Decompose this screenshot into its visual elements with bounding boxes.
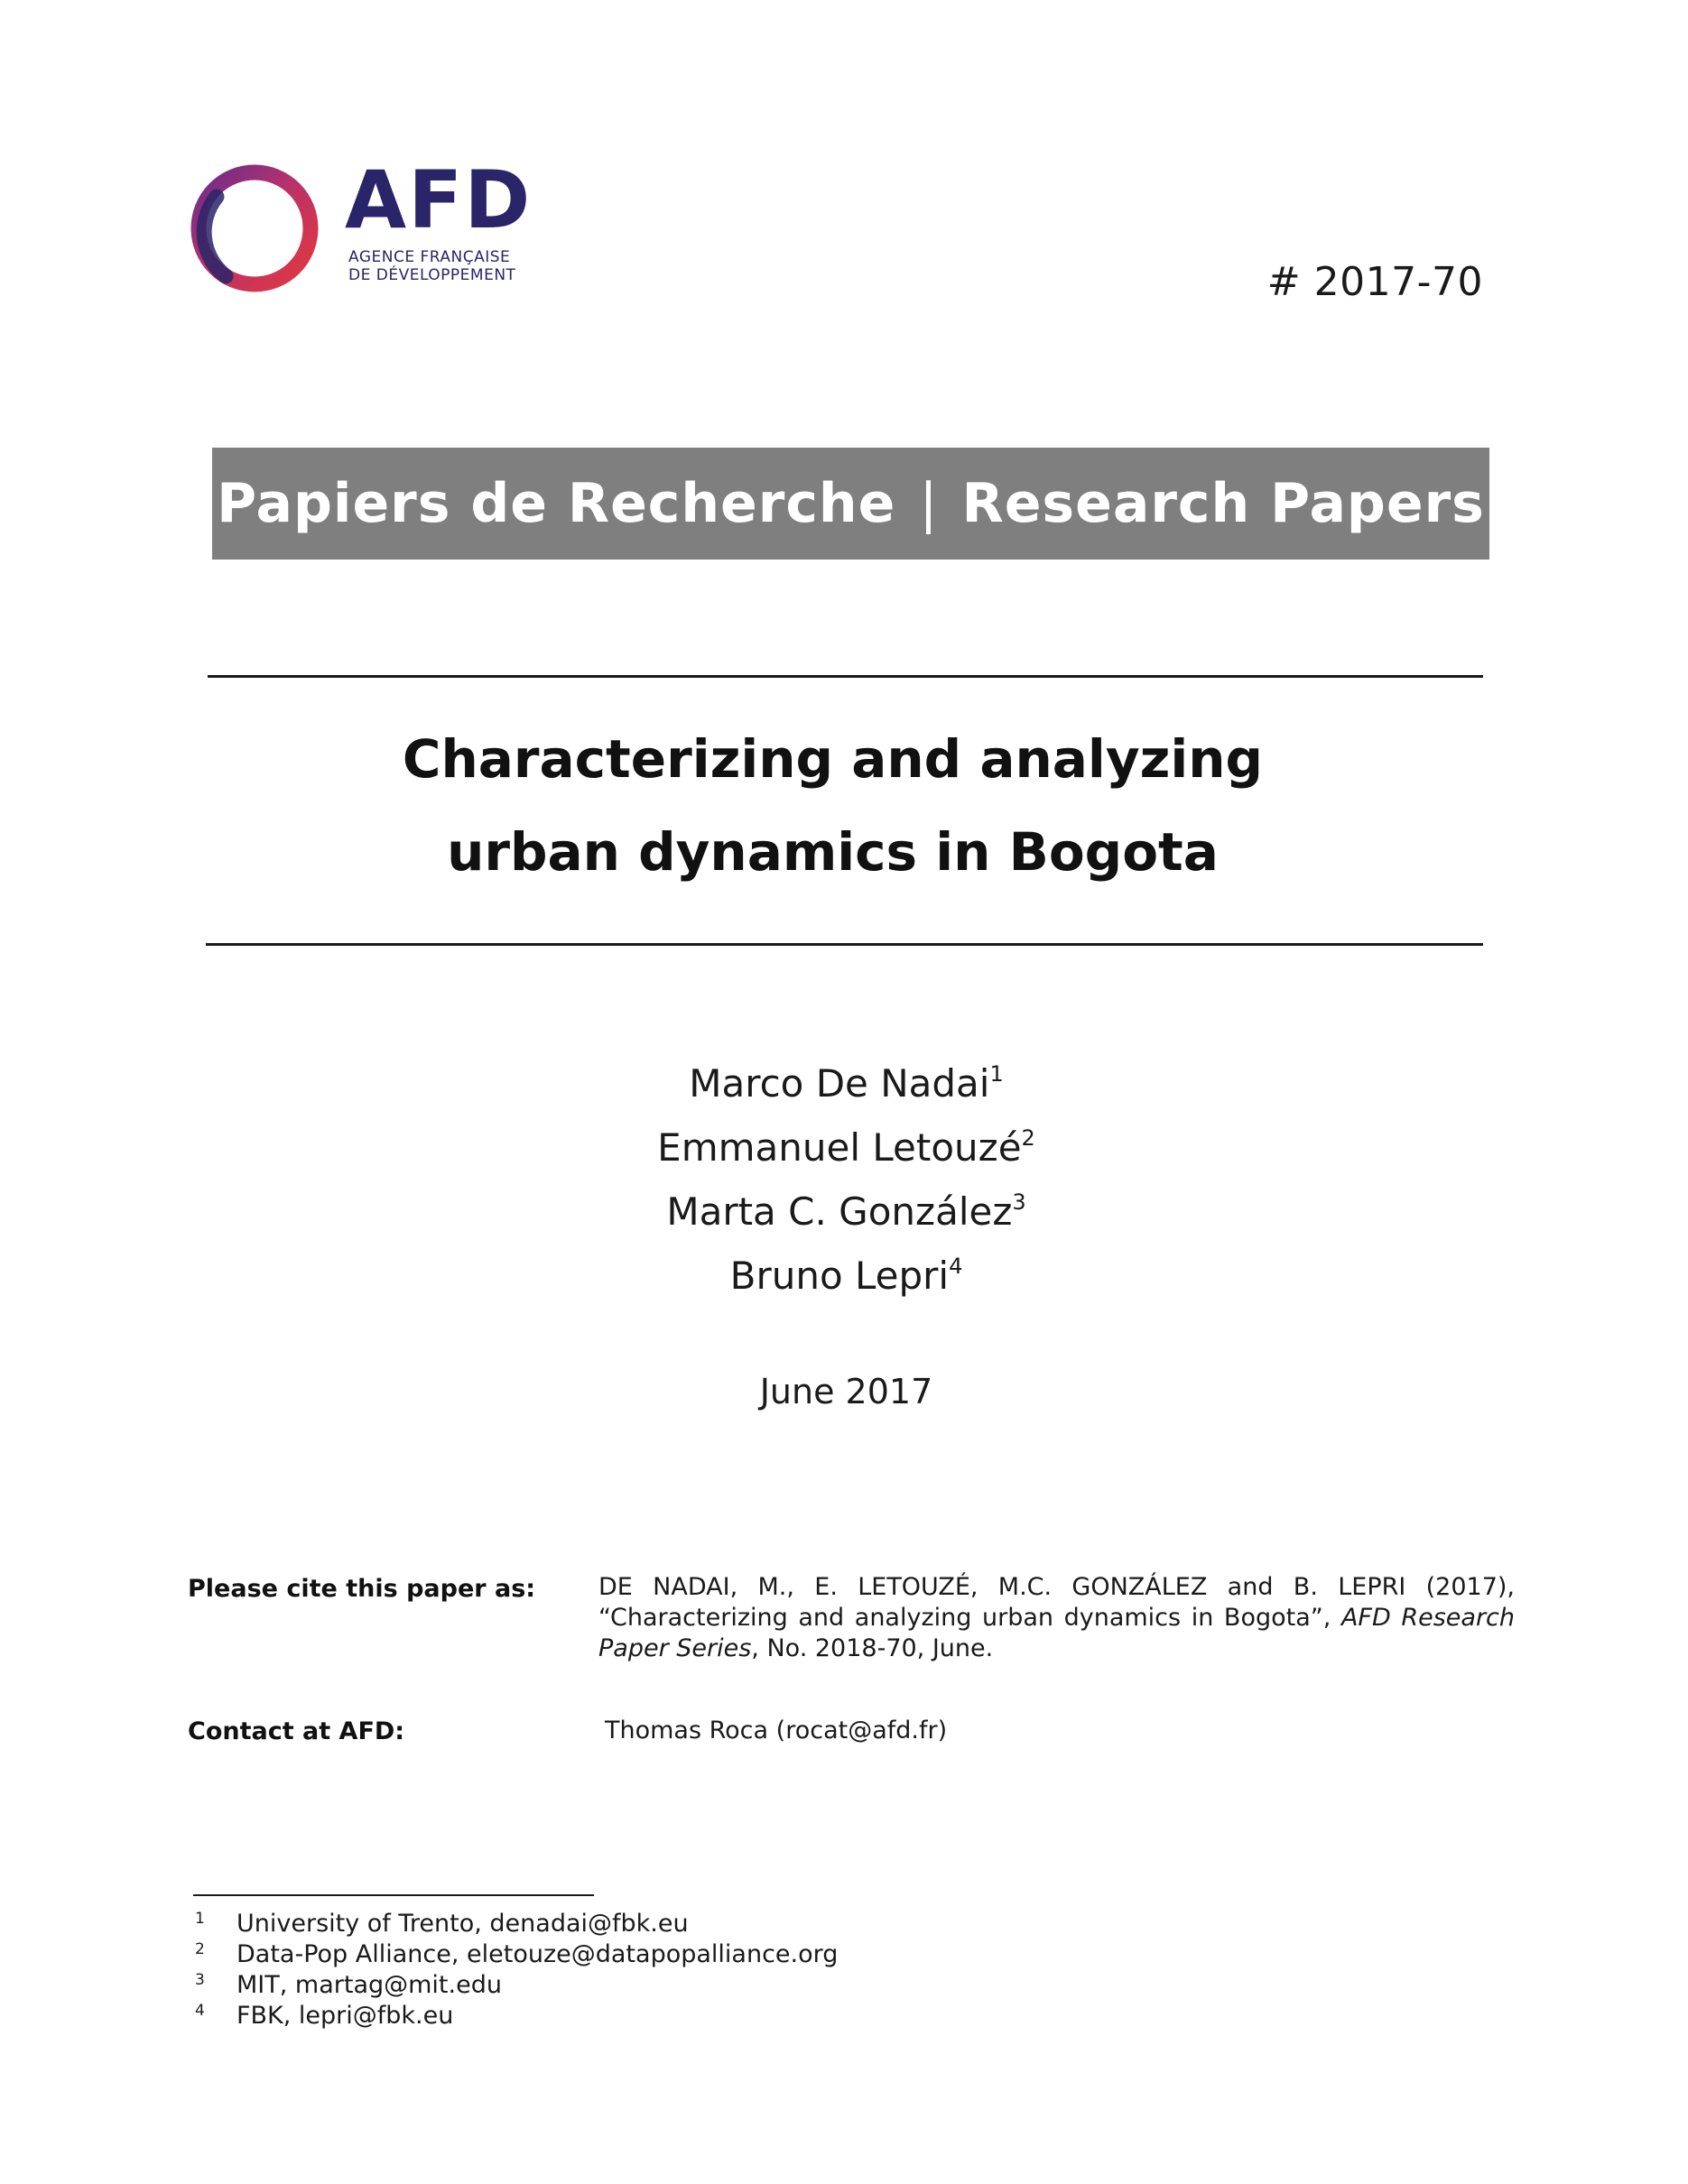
footnote-rule (193, 1894, 594, 1896)
contact-label: Contact at AFD: (188, 1717, 405, 1745)
author-name: Marco De Nadai (689, 1061, 990, 1106)
afd-logo (190, 153, 533, 296)
publication-date: June 2017 (759, 1372, 933, 1411)
footnote-text: Data-Pop Alliance, eletouze@datapopalliance.org (237, 1940, 839, 1968)
author-list (208, 1051, 1485, 1308)
footnote-text: MIT, martag@mit.edu (237, 1971, 502, 1999)
author-name: Emmanuel Letouzé (657, 1125, 1022, 1170)
banner-french: Papiers de Recherche (217, 472, 896, 535)
footnote-number: 3 (195, 1971, 205, 1989)
footnote (193, 1970, 1006, 2001)
title-line-2: urban dynamics in Bogota (447, 821, 1219, 883)
logo-subline-1: AGENCE FRANÇAISE (348, 248, 511, 266)
citation-label: Please cite this paper as: (188, 1575, 536, 1603)
footnote-mark: 1 (989, 1061, 1004, 1087)
author (208, 1180, 1485, 1244)
citation-series: AFD Research Paper Series (598, 1604, 1516, 1662)
author (208, 1115, 1485, 1180)
footnote-mark: 4 (949, 1254, 963, 1279)
author (208, 1051, 1485, 1115)
series-banner (212, 448, 1489, 560)
paper-number: # 2017-70 (1266, 259, 1483, 305)
afd-ring-logo-icon (190, 161, 325, 296)
contact-value: Thomas Roca (rocat@afd.fr) (605, 1717, 948, 1744)
citation-part-1: DE NADAI, M., E. LETOUZÉ, M.C. GONZÁLEZ and B. LEPRI (2017), “Characterizing and analyzing urban dynamics in Bogota”, (598, 1573, 1515, 1632)
footnote-number: 2 (195, 1940, 205, 1958)
author (208, 1244, 1485, 1308)
paper-title (208, 713, 1458, 899)
footnote (193, 1909, 1006, 1939)
footnote-text: University of Trento, denadai@fbk.eu (237, 1910, 689, 1938)
logo-wordmark: AFD (345, 153, 533, 246)
footnote (193, 1939, 1006, 1970)
footnote-number: 4 (195, 2002, 205, 2020)
footnotes (193, 1909, 1006, 2031)
footnote-text: FBK, lepri@fbk.eu (237, 2002, 454, 2030)
banner-english: Research Papers (961, 472, 1485, 535)
footnote-mark: 2 (1021, 1125, 1035, 1151)
logo-subline-2: DE DÉVELOPPEMENT (348, 266, 516, 284)
author-name: Bruno Lepri (729, 1254, 950, 1298)
author-name: Marta C. González (666, 1189, 1013, 1234)
footnote-number: 1 (195, 1910, 205, 1928)
citation-part-2: , No. 2018-70, June. (751, 1634, 994, 1662)
banner-separator: | (919, 472, 939, 535)
title-rule-bottom (206, 943, 1483, 946)
title-rule-top (208, 675, 1483, 678)
footnote (193, 2001, 1006, 2031)
footnote-mark: 3 (1012, 1189, 1026, 1215)
citation-text (598, 1572, 1515, 1664)
title-line-1: Characterizing and analyzing (402, 728, 1264, 790)
